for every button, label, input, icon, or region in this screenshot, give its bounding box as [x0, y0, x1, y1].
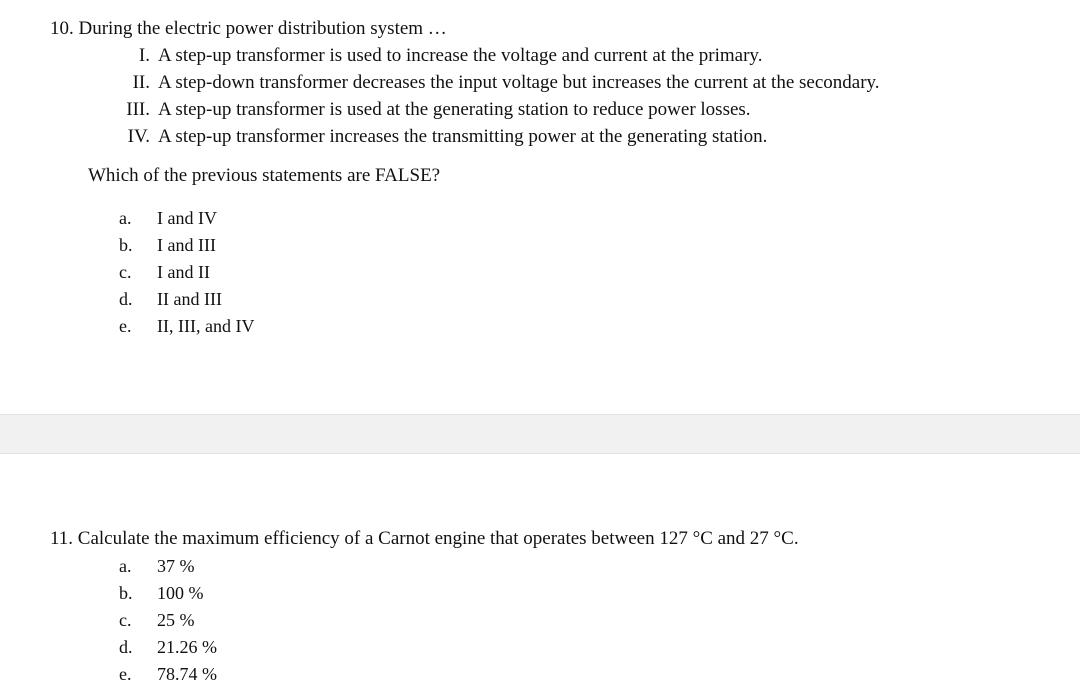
- option-label: d.: [119, 637, 133, 657]
- option-text: I and III: [157, 235, 216, 255]
- statement-text: A step-down transformer decreases the input voltage but increases the current at the secondary.: [158, 72, 880, 93]
- statement-text: A step-up transformer increases the transmitting power at the generating station.: [158, 126, 768, 147]
- option-label: a.: [119, 208, 132, 228]
- statement-number: II.: [132, 72, 150, 93]
- statement-i: [0, 45, 960, 67]
- option-label: a.: [119, 556, 132, 576]
- option-text: 21.26 %: [157, 637, 217, 657]
- option-label: c.: [119, 262, 132, 282]
- statement-text: A step-up transformer is used to increase the voltage and current at the primary.: [158, 45, 763, 66]
- option-label: b.: [119, 235, 133, 255]
- option-text: 37 %: [157, 556, 195, 576]
- option-text: I and IV: [157, 208, 217, 228]
- option-text: 100 %: [157, 583, 204, 603]
- page-separator: [0, 414, 1080, 454]
- option-text: II, III, and IV: [157, 316, 255, 336]
- statement-iii: [0, 99, 960, 121]
- question-11-stem: 11. Calculate the maximum efficiency of a Carnot engine that operates between 127 °C and 27 °C.: [50, 528, 799, 549]
- statement-number: I.: [138, 45, 150, 66]
- statement-ii: [0, 72, 1000, 94]
- statement-number: IV.: [127, 126, 150, 147]
- option-c[interactable]: [119, 261, 419, 283]
- option-label: b.: [119, 583, 133, 603]
- option-b[interactable]: [119, 234, 419, 256]
- option-e[interactable]: [119, 663, 419, 685]
- option-text: 25 %: [157, 610, 195, 630]
- option-e[interactable]: [119, 315, 419, 337]
- option-label: e.: [119, 316, 132, 336]
- option-c[interactable]: [119, 609, 419, 631]
- option-b[interactable]: [119, 582, 419, 604]
- question-10-stem: 10. During the electric power distribution system …: [50, 18, 447, 39]
- option-label: d.: [119, 289, 133, 309]
- option-label: e.: [119, 664, 132, 684]
- document-page-2: [0, 454, 1080, 696]
- option-text: I and II: [157, 262, 210, 282]
- option-d[interactable]: [119, 636, 419, 658]
- option-text: II and III: [157, 289, 222, 309]
- question-10-prompt: Which of the previous statements are FALSE?: [88, 165, 441, 186]
- option-d[interactable]: [119, 288, 419, 310]
- statement-iv: [0, 126, 960, 148]
- option-a[interactable]: [119, 555, 419, 577]
- option-a[interactable]: [119, 207, 419, 229]
- option-text: 78.74 %: [157, 664, 217, 684]
- statement-text: A step-up transformer is used at the generating station to reduce power losses.: [158, 99, 751, 120]
- option-label: c.: [119, 610, 132, 630]
- statement-number: III.: [126, 99, 150, 120]
